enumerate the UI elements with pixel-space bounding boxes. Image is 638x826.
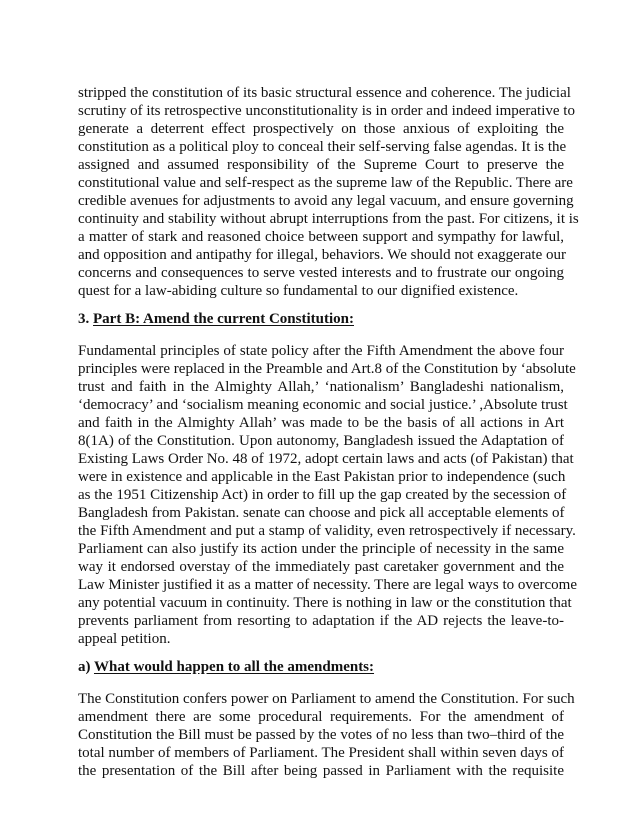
text-line: and opposition and antipathy for illegal, behaviors. We should not exaggerate our: [78, 247, 566, 263]
text-line: constitution as a political ploy to conceal their self-serving false agendas. It is the: [78, 139, 567, 155]
text-line: Law Minister justified it as a matter of necessity. There are legal ways to overcome: [78, 577, 577, 593]
paragraph-3: [78, 690, 575, 780]
text-line: as the 1951 Citizenship Act) in order to fill up the gap created by the secession of: [78, 487, 567, 503]
text-line: Fundamental principles of state policy after the Fifth Amendment the above four: [78, 343, 564, 359]
text-line: way it endorsed overstay of the immediately past caretaker government and the: [78, 559, 564, 575]
text-line: total number of members of Parliament. The President shall within seven days of: [78, 745, 564, 761]
text-line: credible avenues for adjustments to avoid any legal vacuum, and ensure governing: [78, 193, 574, 209]
text-line: appeal petition.: [78, 631, 171, 647]
text-line: assigned and assumed responsibility of the Supreme Court to preserve the: [78, 157, 564, 173]
text-line: Bangladesh from Pakistan. senate can choose and pick all acceptable elements of: [78, 505, 565, 521]
document-page: [78, 84, 579, 780]
heading-title: What would happen to all the amendments:: [93, 659, 375, 675]
text-line: amendment there are some procedural requirements. For the amendment of: [78, 709, 564, 725]
text-line: Existing Laws Order No. 48 of 1972, adopt certain laws and acts (of Pakistan) that: [78, 451, 574, 467]
text-line: a matter of stark and reasoned choice between support and sympathy for lawful,: [78, 229, 564, 245]
text-line: continuity and stability without abrupt interruptions from the past. For citizens, it is: [78, 211, 579, 227]
text-line: scrutiny of its retrospective unconstitutionality is in order and indeed imperative to: [78, 103, 575, 119]
text-line: Constitution the Bill must be passed by the votes of no less than two–third of the: [78, 727, 564, 743]
text-line: principles were replaced in the Preamble and Art.8 of the Constitution by ‘absolute: [78, 361, 576, 377]
text-line: quest for a law-abiding culture so fundamental to our dignified existence.: [78, 283, 519, 299]
text-line: the Fifth Amendment and put a stamp of validity, even retrospectively if necessary.: [78, 523, 576, 539]
heading-title: Part B: Amend the current Constitution:: [93, 311, 354, 327]
text-line: concerns and consequences to serve vested interests and to frustrate our ongoing: [78, 265, 564, 281]
text-line: prevents parliament from resorting to adaptation if the AD rejects the leave-to-: [78, 613, 564, 629]
text-line: The Constitution confers power on Parliament to amend the Constitution. For such: [78, 691, 575, 707]
heading-number: a): [78, 659, 94, 675]
text-line: 8(1A) of the Constitution. Upon autonomy, Bangladesh issued the Adaptation of: [78, 433, 564, 449]
text-line: were in existence and applicable in the East Pakistan prior to independence (such: [78, 469, 566, 485]
paragraph-2: [78, 342, 577, 648]
text-line: the presentation of the Bill after being passed in Parliament with the requisite: [78, 763, 564, 779]
section-heading-part-b: [78, 310, 564, 328]
paragraph-1: [78, 84, 579, 300]
text-line: Parliament can also justify its action under the principle of necessity in the same: [78, 541, 564, 557]
text-line: generate a deterrent effect prospectively on those anxious of exploiting the: [78, 121, 564, 137]
text-line: ‘democracy’ and ‘socialism meaning economic and social justice.’ ,Absolute trust: [78, 397, 568, 413]
heading-number: 3.: [78, 311, 93, 327]
text-line: trust and faith in the Almighty Allah,’ ‘nationalism’ Bangladeshi nationalism,: [78, 379, 564, 395]
text-line: any potential vacuum in continuity. There is nothing in law or the constitution that: [78, 595, 572, 611]
text-line: stripped the constitution of its basic structural essence and coherence. The judicial: [78, 85, 571, 101]
section-heading-amendments: [78, 658, 564, 676]
text-line: constitutional value and self-respect as the supreme law of the Republic. There are: [78, 175, 573, 191]
text-line: and faith in the Almighty Allah’ was made to be the basis of all actions in Art: [78, 415, 564, 431]
